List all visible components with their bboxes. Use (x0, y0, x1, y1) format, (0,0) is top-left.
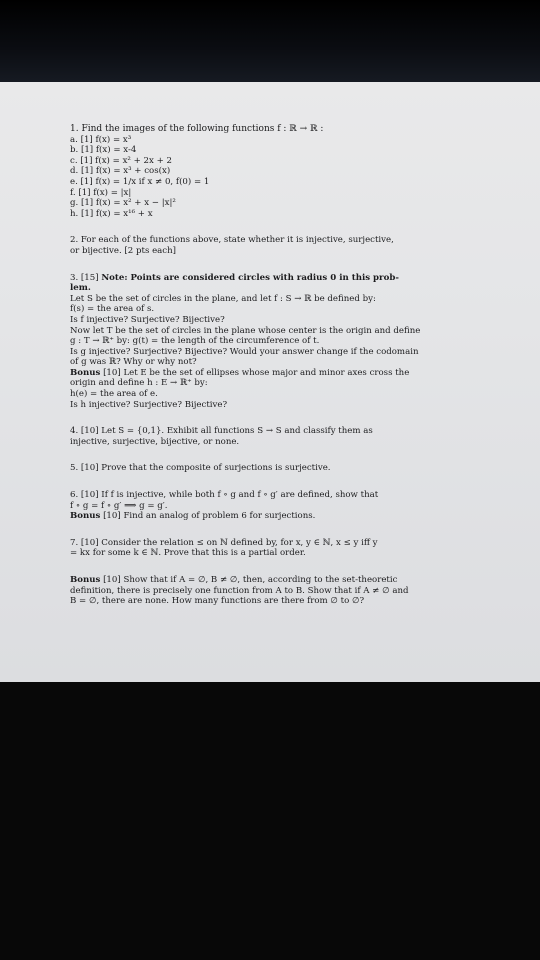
question-3-number: 3. [15] (70, 272, 102, 283)
bonus-label: Bonus (70, 511, 101, 522)
question-7-line-2: = kx for some k ∈ ℕ. Prove that this is a partial order. (70, 548, 306, 559)
question-1-item-b: b. [1] f(x) = x-4 (70, 145, 137, 156)
question-3-note: Note: Points are considered circles with radius 0 in this prob- (101, 272, 399, 283)
question-1-item-c: c. [1] f(x) = x² + 2x + 2 (70, 155, 172, 166)
bonus-label: Bonus (70, 367, 101, 378)
final-bonus-text: [10] Show that if A = ∅, B ≠ ∅, then, according to the set-theoretic (100, 575, 398, 585)
question-3-bonus-line-2: origin and define h : E → ℝ⁺ by: (70, 378, 208, 389)
question-3-bonus-line-3: h(e) = the area of e. (70, 389, 158, 400)
question-4-line-1: 4. [10] Let S = {0,1}. Exhibit all functions S → S and classify them as (70, 426, 373, 437)
monitor-bottom-bezel (0, 682, 540, 960)
bonus-label: Bonus (70, 575, 101, 585)
question-1-item-d: d. [1] f(x) = x³ + cos(x) (70, 166, 171, 177)
question-bonus-final (70, 575, 488, 607)
question-3-heading (70, 273, 488, 284)
question-6-bonus-text: [10] Find an analog of problem 6 for surjections. (100, 511, 316, 522)
question-1-item-g: g. [1] f(x) = x² + x − |x|² (70, 198, 176, 209)
question-2-line-1: 2. For each of the functions above, state whether it is injective, surjective, (70, 235, 394, 246)
question-5 (70, 463, 488, 474)
question-7-line-1: 7. [10] Consider the relation ≤ on ℕ defined by, for x, y ∈ ℕ, x ≤ y iff y (70, 537, 378, 548)
question-3-line-3: Is f injective? Surjective? Bijective? (70, 314, 225, 325)
question-3-bonus (70, 368, 488, 379)
question-3 (70, 273, 488, 411)
question-1-item-f: f. [1] f(x) = |x| (70, 187, 132, 198)
question-3-line-7: of g was ℝ? Why or why not? (70, 357, 197, 368)
final-bonus-line-3: B = ∅, there are none. How many functions are there from ∅ to ∅? (70, 596, 365, 607)
question-3-line-6: Is g injective? Surjective? Bijective? Would your answer change if the codomain (70, 346, 419, 357)
question-3-bonus-line-4: Is h injective? Surjective? Bijective? (70, 399, 228, 410)
final-bonus-line-1 (70, 575, 488, 586)
question-3-bonus-text: [10] Let E be the set of ellipses whose major and minor axes cross the (100, 367, 410, 378)
question-3-note-cont: lem. (70, 283, 91, 294)
question-1-item-h: h. [1] f(x) = x¹⁶ + x (70, 208, 153, 219)
question-6 (70, 490, 488, 522)
question-3-line-1: Let S be the set of circles in the plane, and let f : S → ℝ be defined by: (70, 293, 376, 304)
question-5-line-1: 5. [10] Prove that the composite of surjections is surjective. (70, 463, 331, 474)
question-1-item-a: a. [1] f(x) = x³ (70, 134, 132, 145)
question-3-line-5: g : T → ℝ⁺ by: g(t) = the length of the circumference of t. (70, 336, 320, 347)
problem-sheet (0, 82, 540, 682)
final-bonus-line-2: definition, there is precisely one function from A to B. Show that if A ≠ ∅ and (70, 585, 409, 596)
monitor-top-bezel (0, 0, 540, 82)
question-7 (70, 538, 488, 559)
question-3-line-4: Now let T be the set of circles in the plane whose center is the origin and define (70, 325, 421, 336)
question-4 (70, 426, 488, 447)
question-2 (70, 235, 488, 256)
question-1-item-e: e. [1] f(x) = 1/x if x ≠ 0, f(0) = 1 (70, 176, 210, 187)
question-6-line-1: 6. [10] If f is injective, while both f ∘ g and f ∘ g′ are defined, show that (70, 490, 379, 501)
question-1-title: 1. Find the images of the following functions f : ℝ → ℝ : (70, 124, 324, 134)
question-6-line-2: f ∘ g = f ∘ g′ ⟹ g = g′. (70, 500, 168, 511)
question-4-line-2: injective, surjective, bijective, or none. (70, 436, 240, 447)
question-6-bonus (70, 511, 488, 522)
question-2-line-2: or bijective. [2 pts each] (70, 245, 176, 256)
question-3-line-2: f(s) = the area of s. (70, 304, 155, 315)
question-1 (70, 124, 488, 219)
